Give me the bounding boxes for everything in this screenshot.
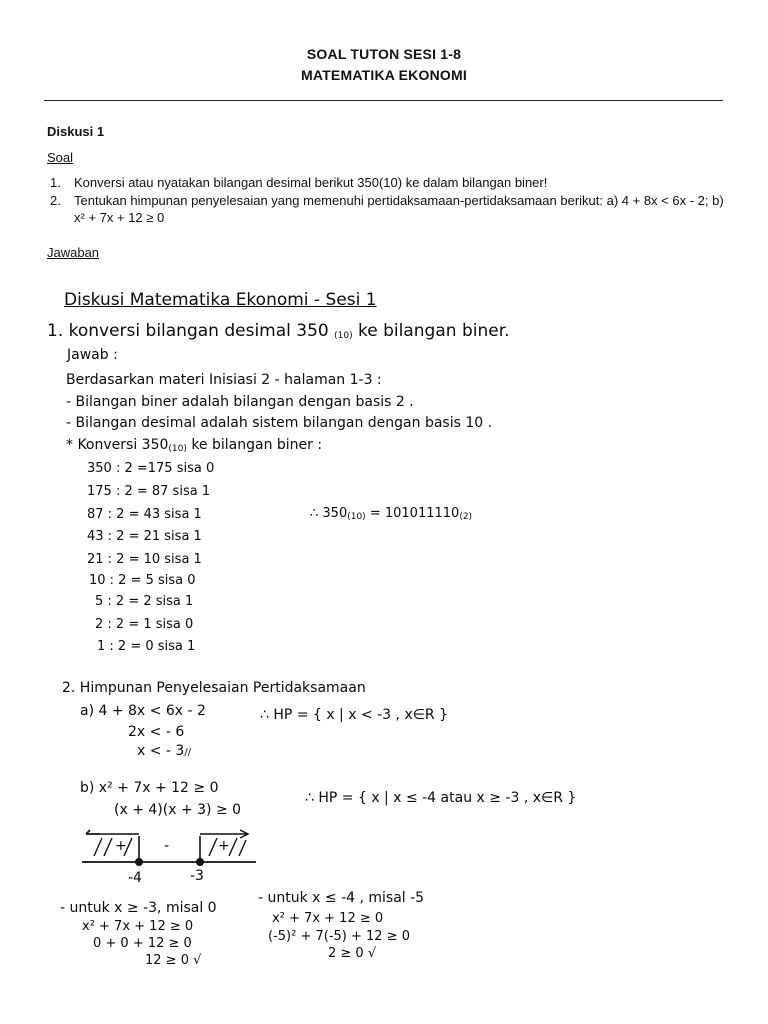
- hw-line4-text: * Konversi 350: [66, 437, 169, 453]
- hw-a3-text: x < - 3: [137, 743, 185, 759]
- hw-division-row: 5 : 2 = 2 sisa 1: [95, 594, 194, 609]
- hw-division-row: 2 : 2 = 1 sisa 0: [95, 617, 194, 632]
- hw-title: Diskusi Matematika Ekonomi - Sesi 1: [64, 290, 377, 310]
- hw-a-hp: ∴ HP = { x | x < -3 , x∈R }: [260, 707, 449, 723]
- hw-result-value: = 101011110: [369, 506, 460, 521]
- hw-b1: b) x² + 7x + 12 ≥ 0: [80, 780, 219, 796]
- hw-line3: - Bilangan desimal adalah sistem bilangan dengan basis 10 .: [66, 415, 493, 431]
- hw-sign-minus: -: [164, 838, 170, 854]
- hw-b2: (x + 4)(x + 3) ≥ 0: [114, 802, 242, 818]
- hw-d2: x² + 7x + 12 ≥ 0: [272, 911, 384, 926]
- hw-division-row: 175 : 2 = 87 sisa 1: [87, 484, 211, 499]
- document-title-line2: MATEMATIKA EKONOMI: [301, 67, 467, 83]
- hw-c2: x² + 7x + 12 ≥ 0: [82, 919, 194, 934]
- hw-d3: (-5)² + 7(-5) + 12 ≥ 0: [268, 929, 410, 944]
- question-text: Tentukan himpunan penyelesaian yang memenuhi pertidaksamaan-pertidaksamaan berikut: a) 4 + 8x < 6x - 2; b) x² + 7x + 12 ≥ 0: [74, 192, 724, 225]
- hw-line2: - Bilangan biner adalah bilangan dengan basis 2 .: [66, 394, 414, 410]
- jawaban-label: Jawaban: [47, 245, 100, 260]
- hw-sign-plus-right: +: [218, 838, 230, 854]
- hw-label-minus4: -4: [128, 870, 142, 886]
- hw-q1-subscript: (10): [334, 331, 353, 341]
- section-heading: Diskusi 1: [47, 124, 105, 139]
- hw-q1-text: 1. konversi bilangan desimal 350: [47, 321, 329, 341]
- question-text: Konversi atau nyatakan bilangan desimal berikut 350(10) ke dalam bilangan biner!: [74, 175, 548, 190]
- hw-jawab: Jawab :: [67, 347, 118, 363]
- hw-division-row: 350 : 2 =175 sisa 0: [87, 461, 215, 476]
- hw-line4-subscript: (10): [168, 444, 187, 454]
- hw-division-row: 1 : 2 = 0 sisa 1: [97, 639, 196, 654]
- hw-c4: 12 ≥ 0 √: [145, 953, 202, 968]
- hw-a2: 2x < - 6: [128, 724, 185, 740]
- hw-line4-tail: ke bilangan biner :: [191, 437, 323, 453]
- hw-q1-tail: ke bilangan biner.: [358, 321, 510, 341]
- hw-result-subscript2: (2): [459, 512, 473, 522]
- hw-d1: - untuk x ≤ -4 , misal -5: [258, 890, 425, 906]
- hw-d4: 2 ≥ 0 √: [328, 946, 377, 961]
- soal-label: Soal: [47, 150, 74, 165]
- hw-b-hp: ∴ HP = { x | x ≤ -4 atau x ≥ -3 , x∈R }: [305, 790, 577, 806]
- hw-label-minus3: -3: [190, 868, 204, 884]
- hw-result-subscript: (10): [347, 512, 366, 522]
- hw-c1: - untuk x ≥ -3, misal 0: [60, 900, 217, 916]
- hw-sign-plus-left: +: [115, 838, 127, 854]
- hw-line1: Berdasarkan materi Inisiasi 2 - halaman 1-3 :: [66, 372, 382, 388]
- question-number: 1.: [50, 175, 61, 190]
- hw-division-row: 21 : 2 = 10 sisa 1: [87, 552, 202, 567]
- document-title-line1: SOAL TUTON SESI 1-8: [306, 46, 462, 62]
- hw-division-row: 43 : 2 = 21 sisa 1: [87, 529, 202, 544]
- hw-c3: 0 + 0 + 12 ≥ 0: [93, 936, 192, 951]
- hw-result-lead: ∴ 350: [310, 506, 348, 521]
- hw-division-row: 10 : 2 = 5 sisa 0: [89, 573, 196, 588]
- hw-q2: 2. Himpunan Penyelesaian Pertidaksamaan: [62, 680, 366, 696]
- question-number: 2.: [50, 192, 61, 208]
- hw-a1: a) 4 + 8x < 6x - 2: [80, 703, 206, 719]
- hw-division-row: 87 : 2 = 43 sisa 1: [87, 507, 202, 522]
- hw-a3-mark: //: [184, 747, 192, 758]
